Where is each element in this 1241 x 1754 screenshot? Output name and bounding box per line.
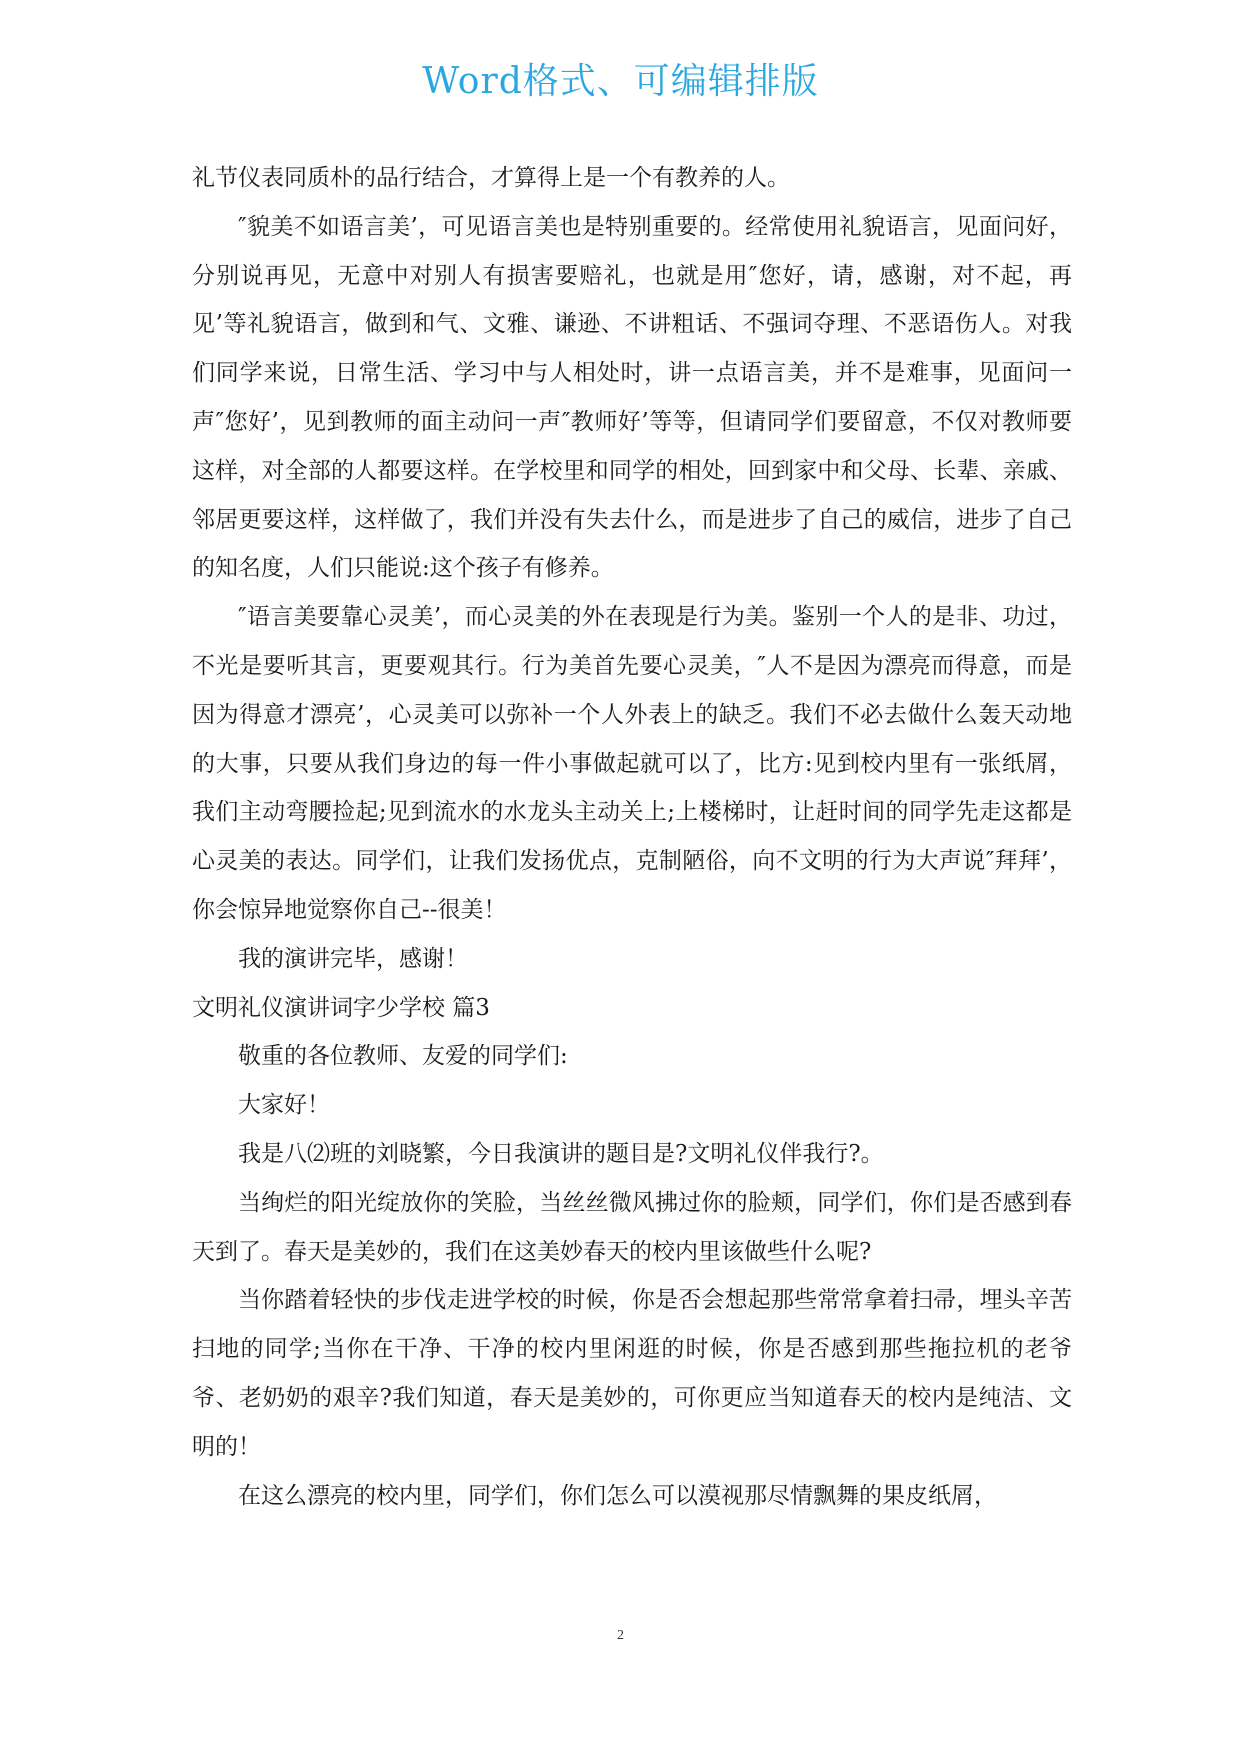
paragraph-1: 礼节仪表同质朴的品行结合，才算得上是一个有教养的人。	[192, 165, 790, 191]
greeting: 大家好！	[238, 1092, 330, 1119]
page-number: 2	[617, 1628, 624, 1643]
paragraph-4: 我的演讲完毕，感谢！	[238, 945, 468, 972]
paragraph-last: 在这么漂亮的校内里，同学们，你们怎么可以漠视那尽情飘舞的果皮纸屑，	[238, 1482, 997, 1509]
paragraph-3: ″语言美要靠心灵美’，而心灵美的外在表现是行为美。鉴别一个人的是非、功过，不光是要听其言，更要观其行。行为美首先要心灵美，″人不是因为漂亮而得意，而是因为得意才漂亮’，心灵美可以弥补一个人外表上的缺乏。我们不必去做什么轰天动地的大事，只要从我们身边的每一件小事做起就可以了，比方:见到校内里有一张纸屑，我们主动弯腰捡起;见到流水的水龙头主动关上;上楼梯时，让赶时间的同学先走这都是心灵美的表达。同学们，让我们发扬优点，克制陋俗，向不文明的行为大声说″拜拜’，你会惊异地觉察你自己--很美！	[192, 604, 1072, 923]
salutation: 敬重的各位教师、友爱的同学们:	[238, 1043, 568, 1070]
paragraph-campus: 当你踏着轻快的步伐走进学校的时候，你是否会想起那些常常拿着扫帚，埋头辛苦扫地的同学;当你在干净、干净的校内里闲逛的时候，你是否感到那些拖拉机的老爷爷、老奶奶的艰辛?我们知道，春天是美妙的，可你更应当知道春天的校内是纯洁、文明的！	[192, 1287, 1072, 1460]
document-header-title: Word格式、可编辑排版	[422, 61, 819, 102]
paragraph-introduction: 我是八⑵班的刘晓繁，今日我演讲的题目是?文明礼仪伴我行?。	[238, 1140, 884, 1167]
document-body	[192, 154, 1072, 1520]
paragraph-2: ″貌美不如语言美’，可见语言美也是特别重要的。经常使用礼貌语言，见面问好，分别说再见，无意中对别人有损害要赔礼，也就是用″您好，请，感谢，对不起，再见’等礼貌语言，做到和气、文雅、谦逊、不讲粗话、不强词夺理、不恶语伤人。对我们同学来说，日常生活、学习中与人相处时，讲一点语言美，并不是难事，见面问一声″您好’，见到教师的面主动问一声″教师好’等等，但请同学们要留意，不仅对教师要这样，对全部的人都要这样。在学校里和同学的相处，回到家中和父母、长辈、亲戚、邻居更要这样，这样做了，我们并没有失去什么，而是进步了自己的威信，进步了自己的知名度，人们只能说:这个孩子有修养。	[192, 213, 1072, 582]
paragraph-spring: 当绚烂的阳光绽放你的笑脸，当丝丝微风拂过你的脸颊，同学们，你们是否感到春天到了。春天是美妙的，我们在这美妙春天的校内里该做些什么呢?	[192, 1189, 1072, 1265]
section-heading: 文明礼仪演讲词字少学校 篇3	[192, 994, 490, 1021]
